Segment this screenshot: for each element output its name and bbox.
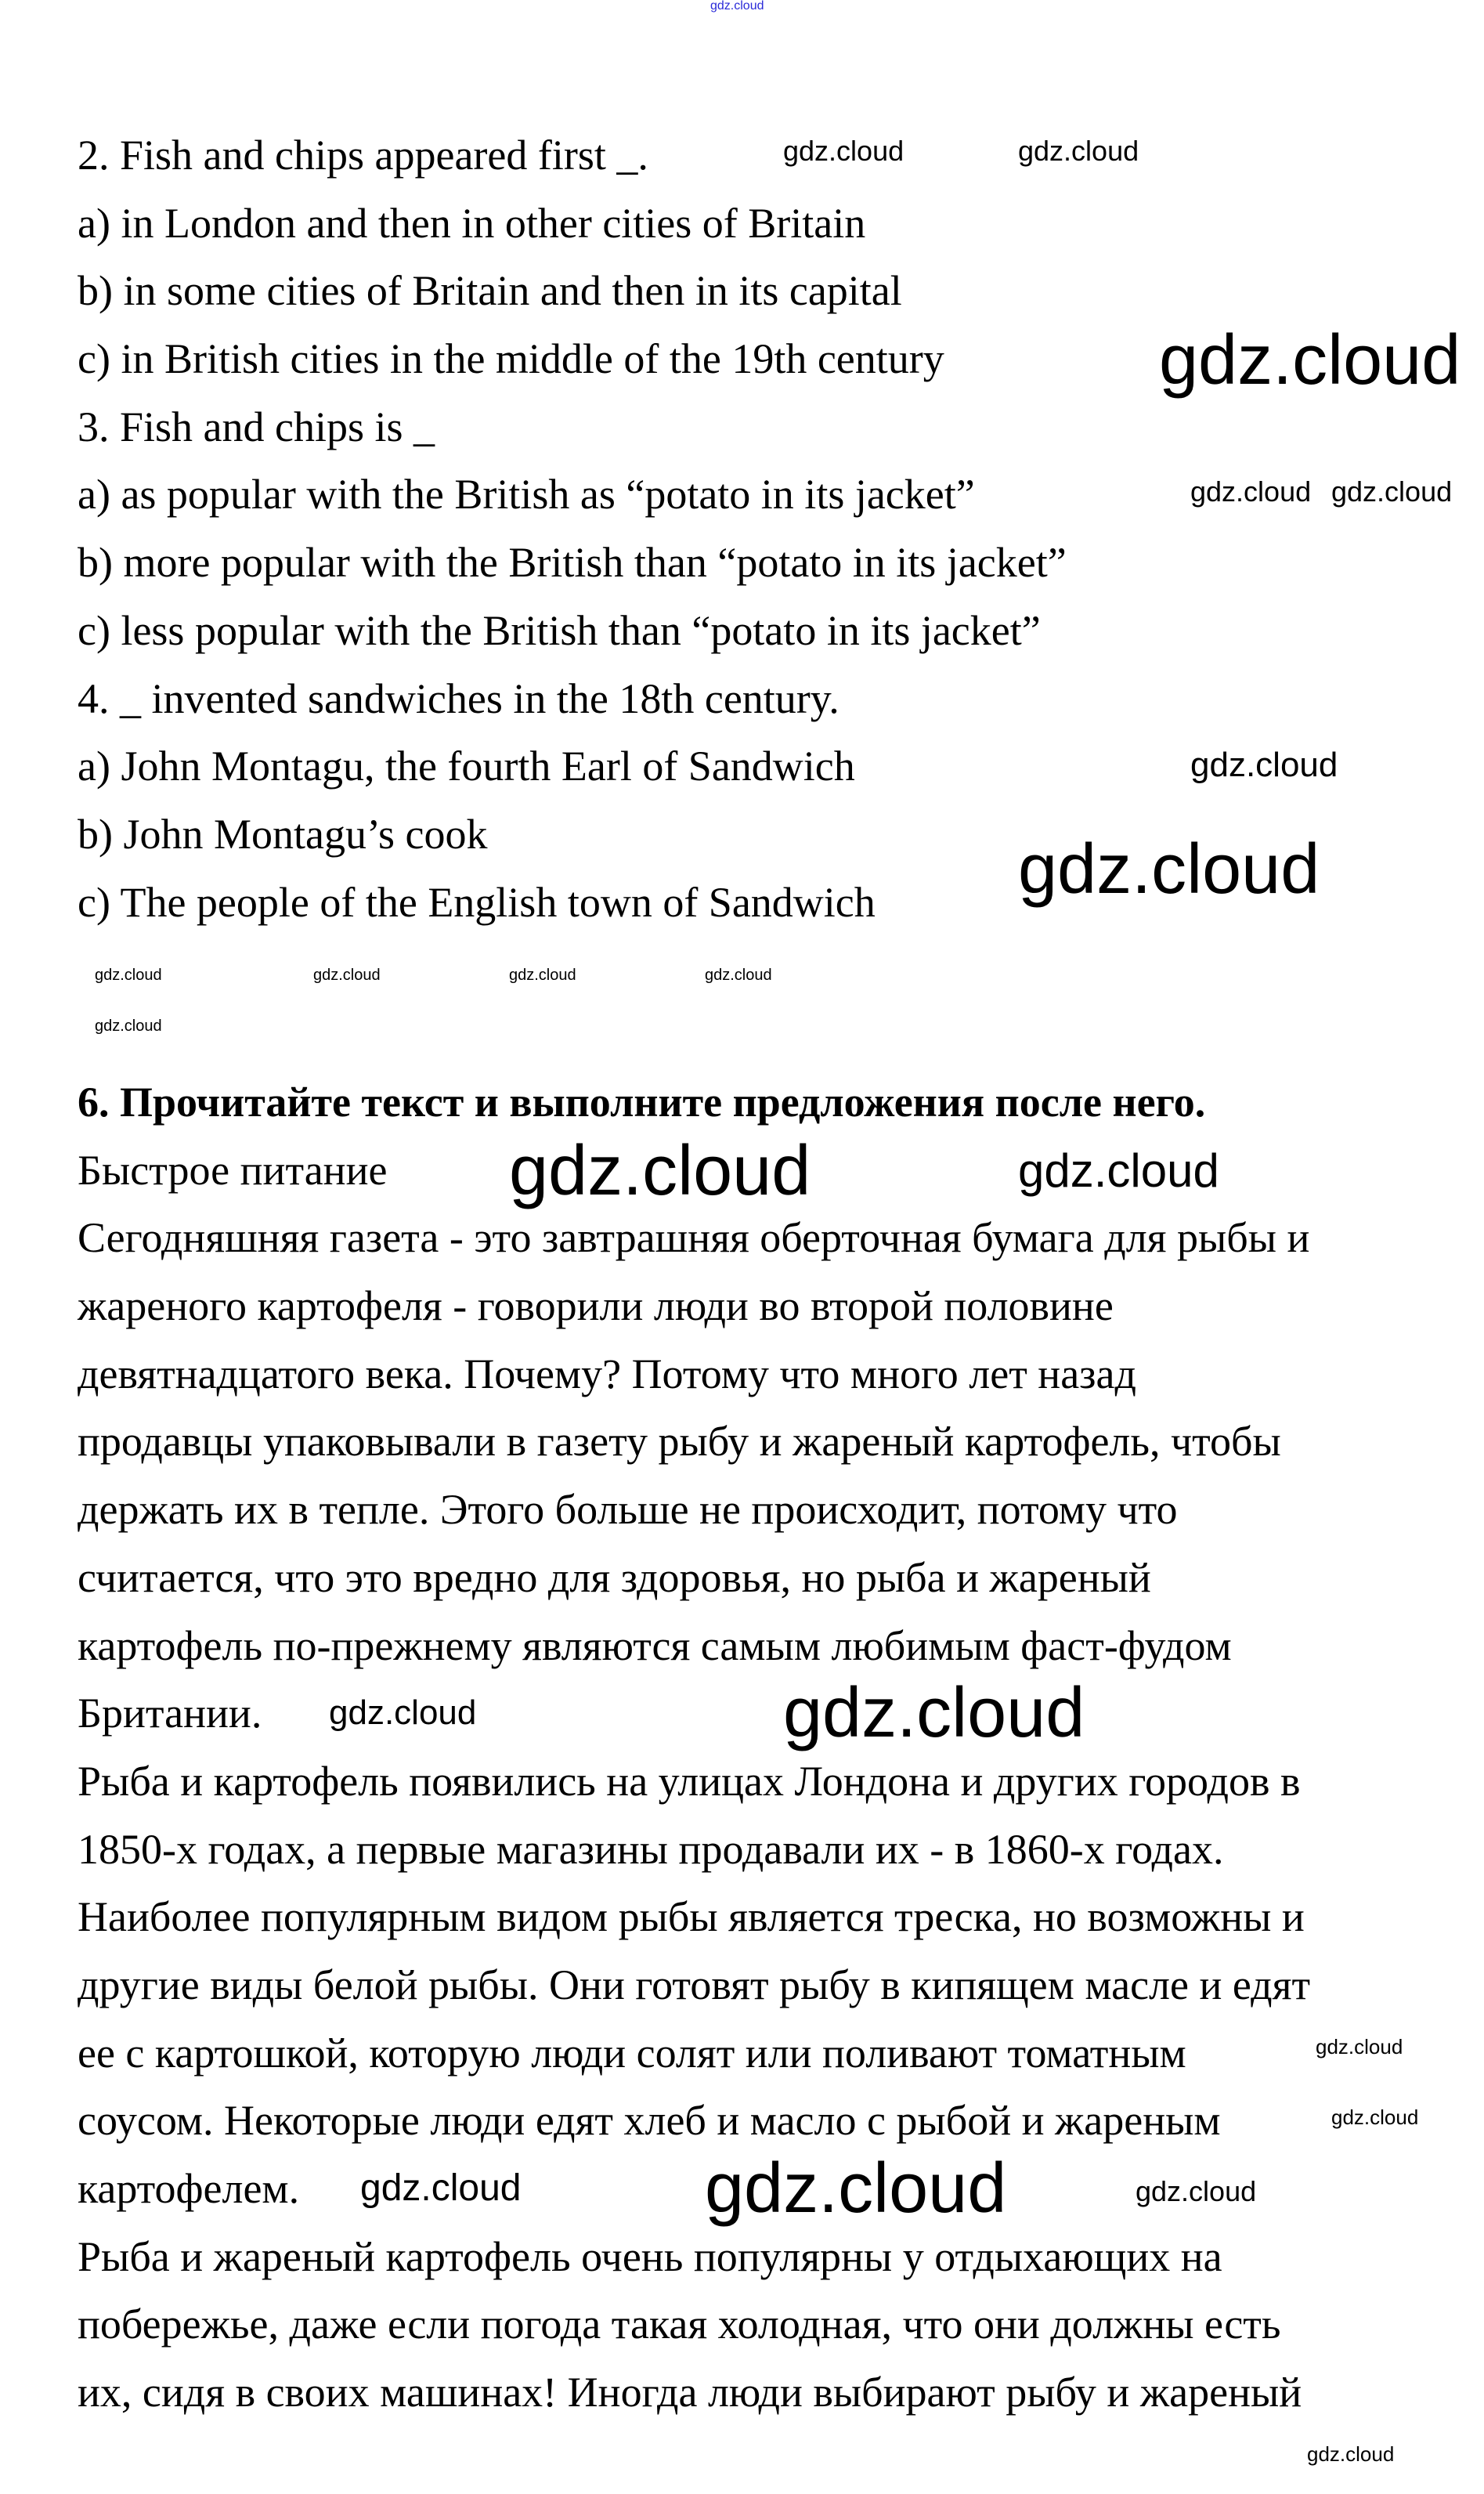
question-3: 3. Fish and chips is _ [78, 403, 435, 450]
reading-section [78, 1068, 1310, 2427]
text-line: соусом. Некоторые люди едят хлеб и масло с рыбой и жареным [78, 2097, 1221, 2145]
watermark: gdz.cloud [95, 1017, 162, 1035]
text-line: считается, что это вредно для здоровья, но рыба и жареный [78, 1553, 1151, 1601]
watermark: gdz.cloud [360, 2167, 522, 2209]
watermark: gdz.cloud [1316, 2035, 1403, 2058]
option-2b: b) in some cities of Britain and then in its capital [78, 267, 902, 315]
text-line: Британии. [78, 1690, 262, 1737]
question-2: 2. Fish and chips appeared first _. [78, 132, 648, 179]
text-line: девятнадцатого века. Почему? Потому что много лет назад [78, 1350, 1136, 1397]
watermark: gdz.cloud [1159, 321, 1461, 399]
watermark: gdz.cloud [783, 135, 904, 167]
text-title: Быстрое питание [78, 1146, 388, 1194]
watermark: gdz.cloud [509, 967, 576, 984]
watermark: gdz.cloud [1307, 2442, 1395, 2466]
text-line: жареного картофеля - говорили люди во второй половине [78, 1282, 1114, 1330]
text-line: 1850-х годах, а первые магазины продавали их - в 1860-х годах. [78, 1825, 1224, 1873]
watermark: gdz.cloud [509, 1132, 811, 1210]
watermark: gdz.cloud [1331, 2105, 1419, 2129]
watermark: gdz.cloud [1331, 475, 1453, 508]
watermark: gdz.cloud [1018, 135, 1139, 167]
text-line: Рыба и картофель появились на улицах Лондона и других городов в [78, 1757, 1301, 1805]
watermark: gdz.cloud [705, 967, 772, 984]
option-2c: c) in British cities in the middle of the 19th century [78, 335, 944, 383]
option-3a: a) as popular with the British as “potato in its jacket” [78, 471, 975, 519]
text-line: их, сидя в своих машинах! Иногда люди выбирают рыбу и жареный [78, 2369, 1302, 2416]
watermark: gdz.cloud [783, 1674, 1085, 1752]
watermark: gdz.cloud [313, 967, 381, 984]
text-line: картофель по-прежнему являются самым любимым фаст-фудом [78, 1621, 1232, 1669]
watermark: gdz.cloud [329, 1693, 477, 1732]
option-4a: a) John Montagu, the fourth Earl of Sandwich [78, 743, 855, 790]
questions-section [78, 121, 1067, 936]
text-line: побережье, даже если погода такая холодная, что они должны есть [78, 2301, 1281, 2348]
task-heading: 6. Прочитайте текст и выполните предложения после него. [78, 1079, 1206, 1126]
text-line: продавцы упаковывали в газету рыбу и жареный картофель, чтобы [78, 1418, 1281, 1466]
option-4c: c) The people of the English town of Sandwich [78, 878, 876, 926]
question-4: 4. _ invented sandwiches in the 18th century. [78, 674, 839, 722]
text-line: картофелем. [78, 2165, 300, 2212]
option-2a: a) in London and then in other cities of Britain [78, 199, 866, 247]
text-line: Наиболее популярным видом рыбы является треска, но возможны и [78, 1893, 1305, 1941]
watermark: gdz.cloud [1190, 475, 1312, 508]
text-line: Рыба и жареный картофель очень популярны у отдыхающих на [78, 2232, 1222, 2280]
watermark: gdz.cloud [1190, 746, 1338, 784]
option-3c: c) less popular with the British than “potato in its jacket” [78, 606, 1041, 654]
text-line: держать их в тепле. Этого больше не происходит, потому что [78, 1486, 1178, 1534]
header-watermark: gdz.cloud [710, 0, 764, 13]
option-3b: b) more popular with the British than “potato in its jacket” [78, 539, 1067, 587]
watermark: gdz.cloud [705, 2149, 1007, 2228]
watermark: gdz.cloud [1136, 2175, 1257, 2207]
watermark: gdz.cloud [1018, 830, 1320, 909]
text-line: ее с картошкой, которую люди солят или поливают томатным [78, 2029, 1186, 2077]
text-line: другие виды белой рыбы. Они готовят рыбу в кипящем масле и едят [78, 1961, 1311, 2008]
text-line: Сегодняшняя газета - это завтрашняя оберточная бумага для рыбы и [78, 1214, 1310, 1262]
watermark: gdz.cloud [1018, 1144, 1219, 1197]
watermark: gdz.cloud [95, 967, 162, 984]
option-4b: b) John Montagu’s cook [78, 810, 488, 858]
